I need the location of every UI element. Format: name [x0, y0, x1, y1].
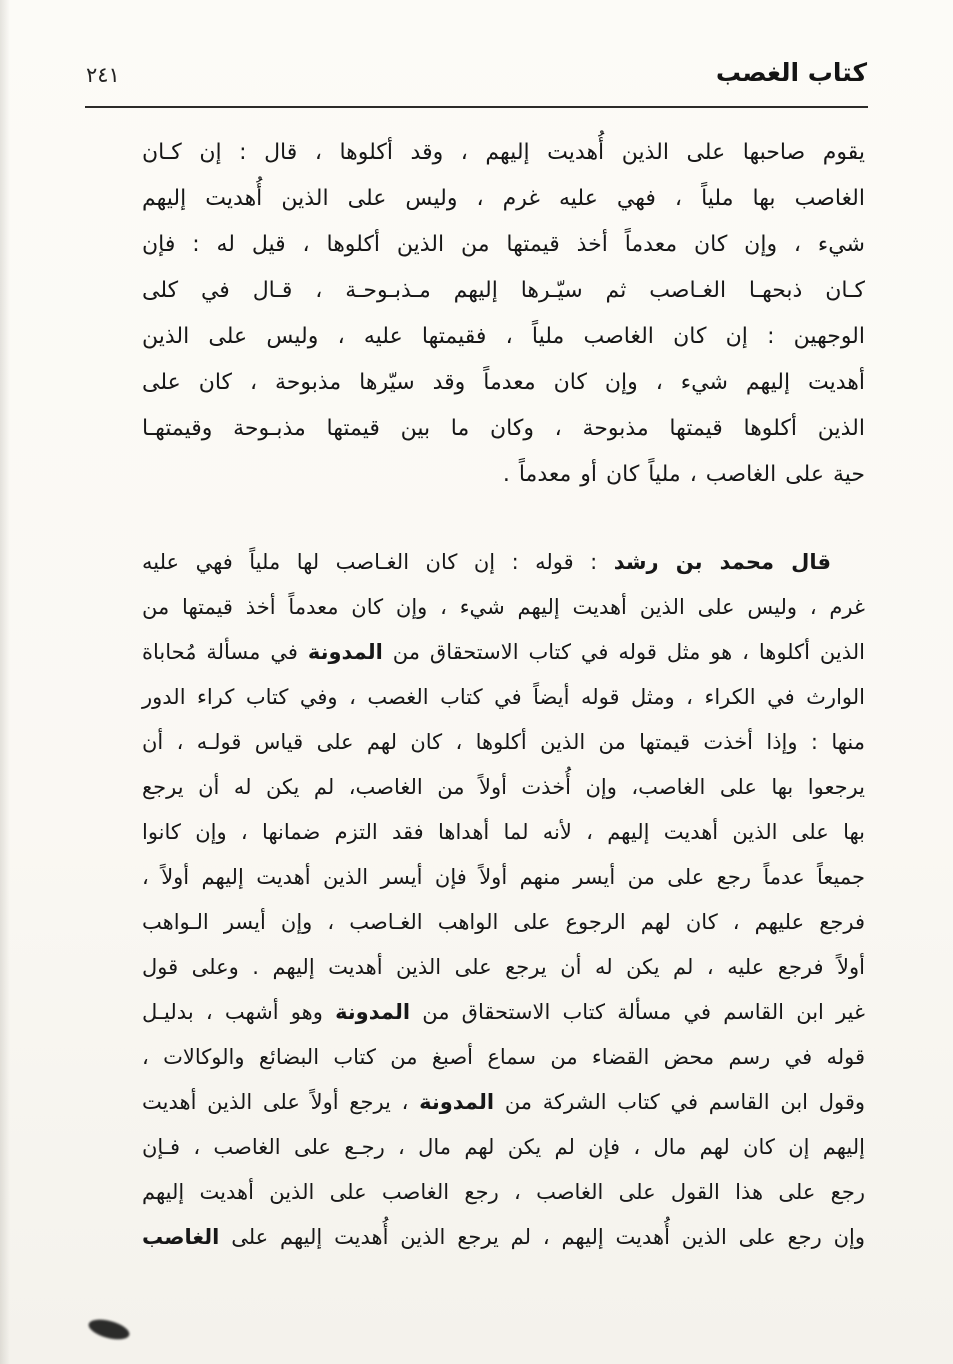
text-line — [142, 900, 865, 945]
bold-run: المدونة — [335, 1000, 411, 1024]
scan-smudge — [87, 1316, 132, 1343]
text-run: يقوم صاحبها على الذين أُهديت إليهم ، وقد أكلوها ، قال : إن كـان — [142, 140, 865, 165]
text-run: الوارث في الكراء ، ومثل قوله أيضاً في كتاب الغصب ، وفي كتاب كراء الدور — [142, 685, 865, 709]
text-line — [142, 130, 865, 176]
text-run: الذين أكلوها ، هو مثل قوله في كتاب الاستحقاق من — [382, 640, 865, 664]
text-run: حية على الغاصب ، ملياً كان أو معدماً . — [502, 462, 865, 487]
text-line — [142, 406, 865, 452]
book-title: كتاب الغصب — [715, 58, 867, 87]
text-run: غير ابن القاسم في مسألة كتاب الاستحقاق من — [410, 1000, 866, 1024]
text-run: بها على الذين أهديت إليهم ، لأنه لما أهداها فقد التزم ضمانها ، وإن كانوا — [142, 820, 865, 844]
bold-run: الغاصب — [142, 1225, 220, 1249]
text-run: رجع على هذا القول على الغاصب ، رجع الغاصب على الذين أهديت إليهم — [142, 1180, 865, 1204]
text-run: : قوله : إن كان الغـاصب لها ملياً فهي عليه — [142, 550, 614, 574]
text-line — [142, 765, 865, 810]
text-line — [142, 1125, 865, 1170]
text-run: الغاصب بها ملياً ، فهي عليه غرم ، وليس على الذين أُهديت إليهم — [142, 186, 865, 211]
scan-edge-shadow — [0, 0, 10, 1364]
text-run: يرجعوا بها على الغاصب، وإن أُخذت أولاً من الغاصب، لم يكن له أن يرجع — [142, 775, 865, 799]
text-run: إليهم إن كان لهم مال ، فإن لم يكن لهم مال ، رجـع على الغاصب ، فـإن — [142, 1135, 865, 1159]
text-run: الوجهين : إن كان الغاصب ملياً ، فقيمتها عليه ، وليس على الذين — [142, 324, 865, 349]
text-line — [142, 452, 865, 498]
text-line — [142, 585, 865, 630]
text-run: وقول ابن القاسم في كتاب الشركة من — [494, 1090, 866, 1114]
header-rule — [85, 106, 868, 108]
paragraph-sharh — [142, 540, 865, 1260]
text-line — [142, 176, 865, 222]
text-line — [142, 810, 865, 855]
text-line — [142, 720, 865, 765]
text-run: كـان ذبحهـا الغـاصب ثم سيّـرها إليهم مـذبـوحـة ، قـال في كلى — [142, 278, 865, 303]
text-run: ، يرجع أولاً على الذين أهديت — [142, 1090, 420, 1114]
text-run: في مسألة مُحاباة — [142, 640, 308, 664]
text-run: وإن رجع على الذين أُهديت إليهم ، لم يرجع الذين أُهديت إليهم على — [219, 1225, 865, 1249]
text-run: شيء ، وإن كان معدماً أخذ قيمتها من الذين أكلوها ، قيل له : فإن — [142, 232, 865, 257]
bold-run: قال محمد بن رشد — [613, 550, 832, 574]
text-line — [142, 1035, 865, 1080]
text-run: أولاً فرجع عليه ، لم يكن له أن يرجع على الذين أهديت إليهم . وعلى قول — [142, 955, 865, 979]
text-run: أهديت إليهم شيء ، وإن كان معدماً وقد سيّرها مذبوحة ، كان على — [142, 370, 865, 395]
bold-run: المدونة — [307, 640, 383, 664]
page-header — [86, 58, 867, 87]
text-line — [142, 314, 865, 360]
text-line — [142, 222, 865, 268]
text-run: غرم ، وليس على الذين أهديت إليهم شيء ، وإن كان معدماً أخذ قيمتها من — [142, 595, 865, 619]
text-run: الذين أكلوها قيمتها مذبوحة ، وكان ما بين قيمتها مذبـوحة وقيمتهـا — [142, 416, 865, 441]
paragraph-matn — [142, 130, 865, 498]
text-line — [142, 675, 865, 720]
page-number: ٢٤١ — [86, 63, 120, 87]
text-run: وهو أشهب ، بدليـل — [142, 1000, 336, 1024]
text-line — [142, 945, 865, 990]
text-run: منها : وإذا أخذت قيمتها من الذين أكلوها ، كان لهم على قياس قولـه ، أن — [142, 730, 865, 754]
text-line — [142, 360, 865, 406]
text-run: قوله في رسم محض القضاء من سماع أصبغ من كتاب البضائع والوكالات ، — [142, 1045, 865, 1069]
text-line — [142, 990, 865, 1035]
text-line — [142, 1080, 865, 1125]
text-line — [142, 540, 865, 585]
text-line — [142, 268, 865, 314]
text-run: جميعاً عدماً رجع على من أيسر منهم أولاً فإن أيسر الذين أهديت إليهم أولاً ، — [142, 865, 865, 889]
text-line — [142, 630, 865, 675]
text-run: فرجع عليهم ، كان لهم الرجوع على الواهب الغـاصب ، وإن أيسر الـواهب — [142, 910, 865, 934]
text-line — [142, 855, 865, 900]
bold-run: المدونة — [419, 1090, 495, 1114]
text-line — [142, 1215, 865, 1260]
text-line — [142, 1170, 865, 1215]
text-body — [142, 130, 865, 1260]
